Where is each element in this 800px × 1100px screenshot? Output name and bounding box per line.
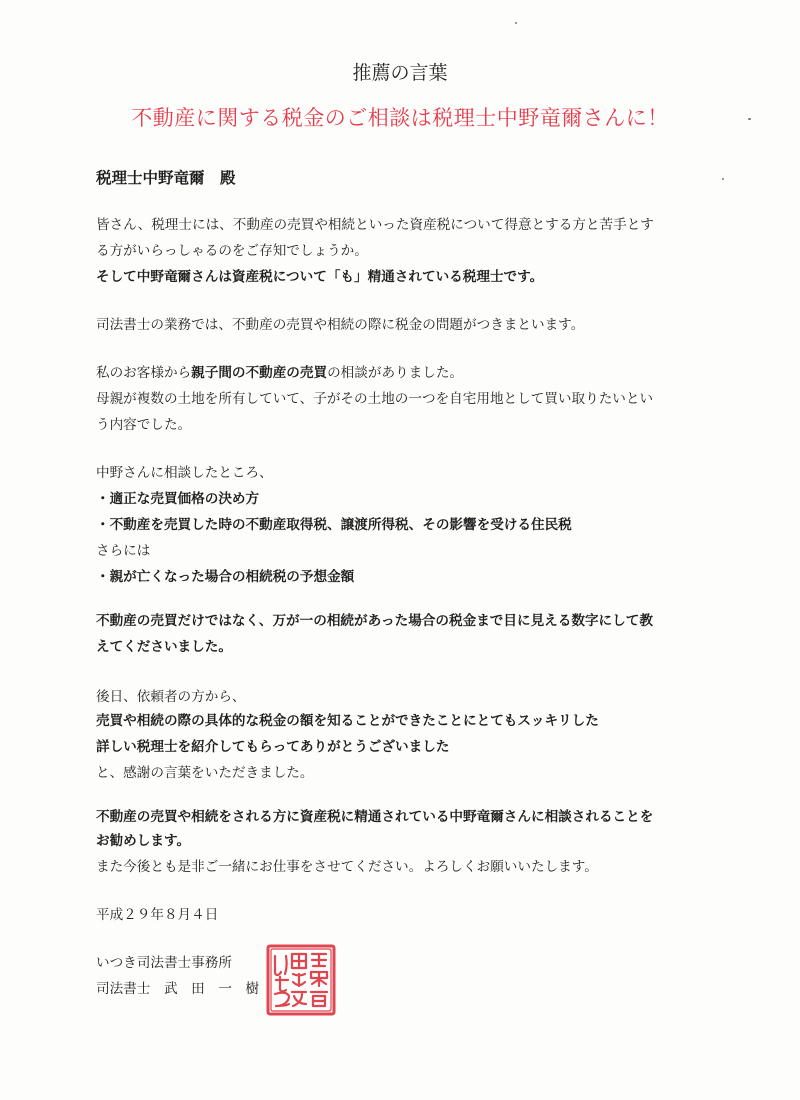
body-line: さらには <box>96 543 151 559</box>
body-line-bold: 不動産の売買だけではなく、万が一の相続があった場合の税金まで目に見える数字にして教 <box>96 613 653 629</box>
body-line-bold: そして中野竜爾さんは資産税について「も」精通されている税理士です。 <box>96 269 544 285</box>
body-text-bold: 親子間の不動産の売買 <box>191 365 328 381</box>
body-text: 私のお客様から <box>96 365 192 381</box>
body-line: と、感謝の言葉をいただきました。 <box>96 765 314 781</box>
body-text: の相談がありました。 <box>327 365 464 381</box>
seal-stamp-icon <box>266 944 336 1016</box>
body-line-bold: お勧めします。 <box>96 833 191 849</box>
body-line-mixed <box>96 364 463 382</box>
headline: 不動産に関する税金のご相談は税理士中野竜爾さんに！ <box>131 106 669 130</box>
scan-speck <box>748 118 751 120</box>
body-line: 中野さんに相談したところ、 <box>96 465 273 481</box>
scan-speck <box>515 22 517 24</box>
document-title: 推薦の言葉 <box>352 62 448 84</box>
body-line: う内容でした。 <box>96 417 192 433</box>
date: 平成２９年８月４日 <box>96 907 219 923</box>
addressee: 税理士中野竜爾 殿 <box>96 168 236 187</box>
body-line: る方がいらっしゃるのをご存知でしょうか。 <box>96 243 368 259</box>
body-line: また今後とも是非ご一緒にお仕事をさせてください。よろしくお願いいたします。 <box>96 859 598 875</box>
body-line-bold: えてくださいました。 <box>96 639 232 655</box>
office-name: いつき司法書士事務所 <box>96 955 232 971</box>
body-line: 皆さん、税理士には、不動産の売買や相続といった資産税について得意とする方と苦手とす <box>96 217 654 233</box>
bullet-item: ・親が亡くなった場合の相続税の予想金額 <box>96 569 355 585</box>
bullet-item: ・不動産を売買した時の不動産取得税、譲渡所得税、その影響を受ける住民税 <box>96 517 572 533</box>
body-line: 司法書士の業務では、不動産の売買や相続の際に税金の問題がつきまといます。 <box>96 317 585 333</box>
body-line: 後日、依頼者の方から、 <box>96 689 246 705</box>
body-line-bold: 不動産の売買や相続をされる方に資産税に精通されている中野竜爾さんに相談されることを <box>96 809 654 825</box>
body-line-bold: 詳しい税理士を紹介してもらってありがとうございました <box>96 739 450 755</box>
body-line-bold: 売買や相続の際の具体的な税金の額を知ることができたことにとてもスッキリした <box>96 713 599 729</box>
body-line: 母親が複数の土地を所有していて、子がその土地の一つを自宅用地として買い取りたいとい <box>96 391 654 407</box>
bullet-item: ・適正な売買価格の決め方 <box>96 491 260 507</box>
signer-name: 司法書士 武 田 一 樹 <box>96 981 260 997</box>
scan-speck <box>722 178 724 180</box>
